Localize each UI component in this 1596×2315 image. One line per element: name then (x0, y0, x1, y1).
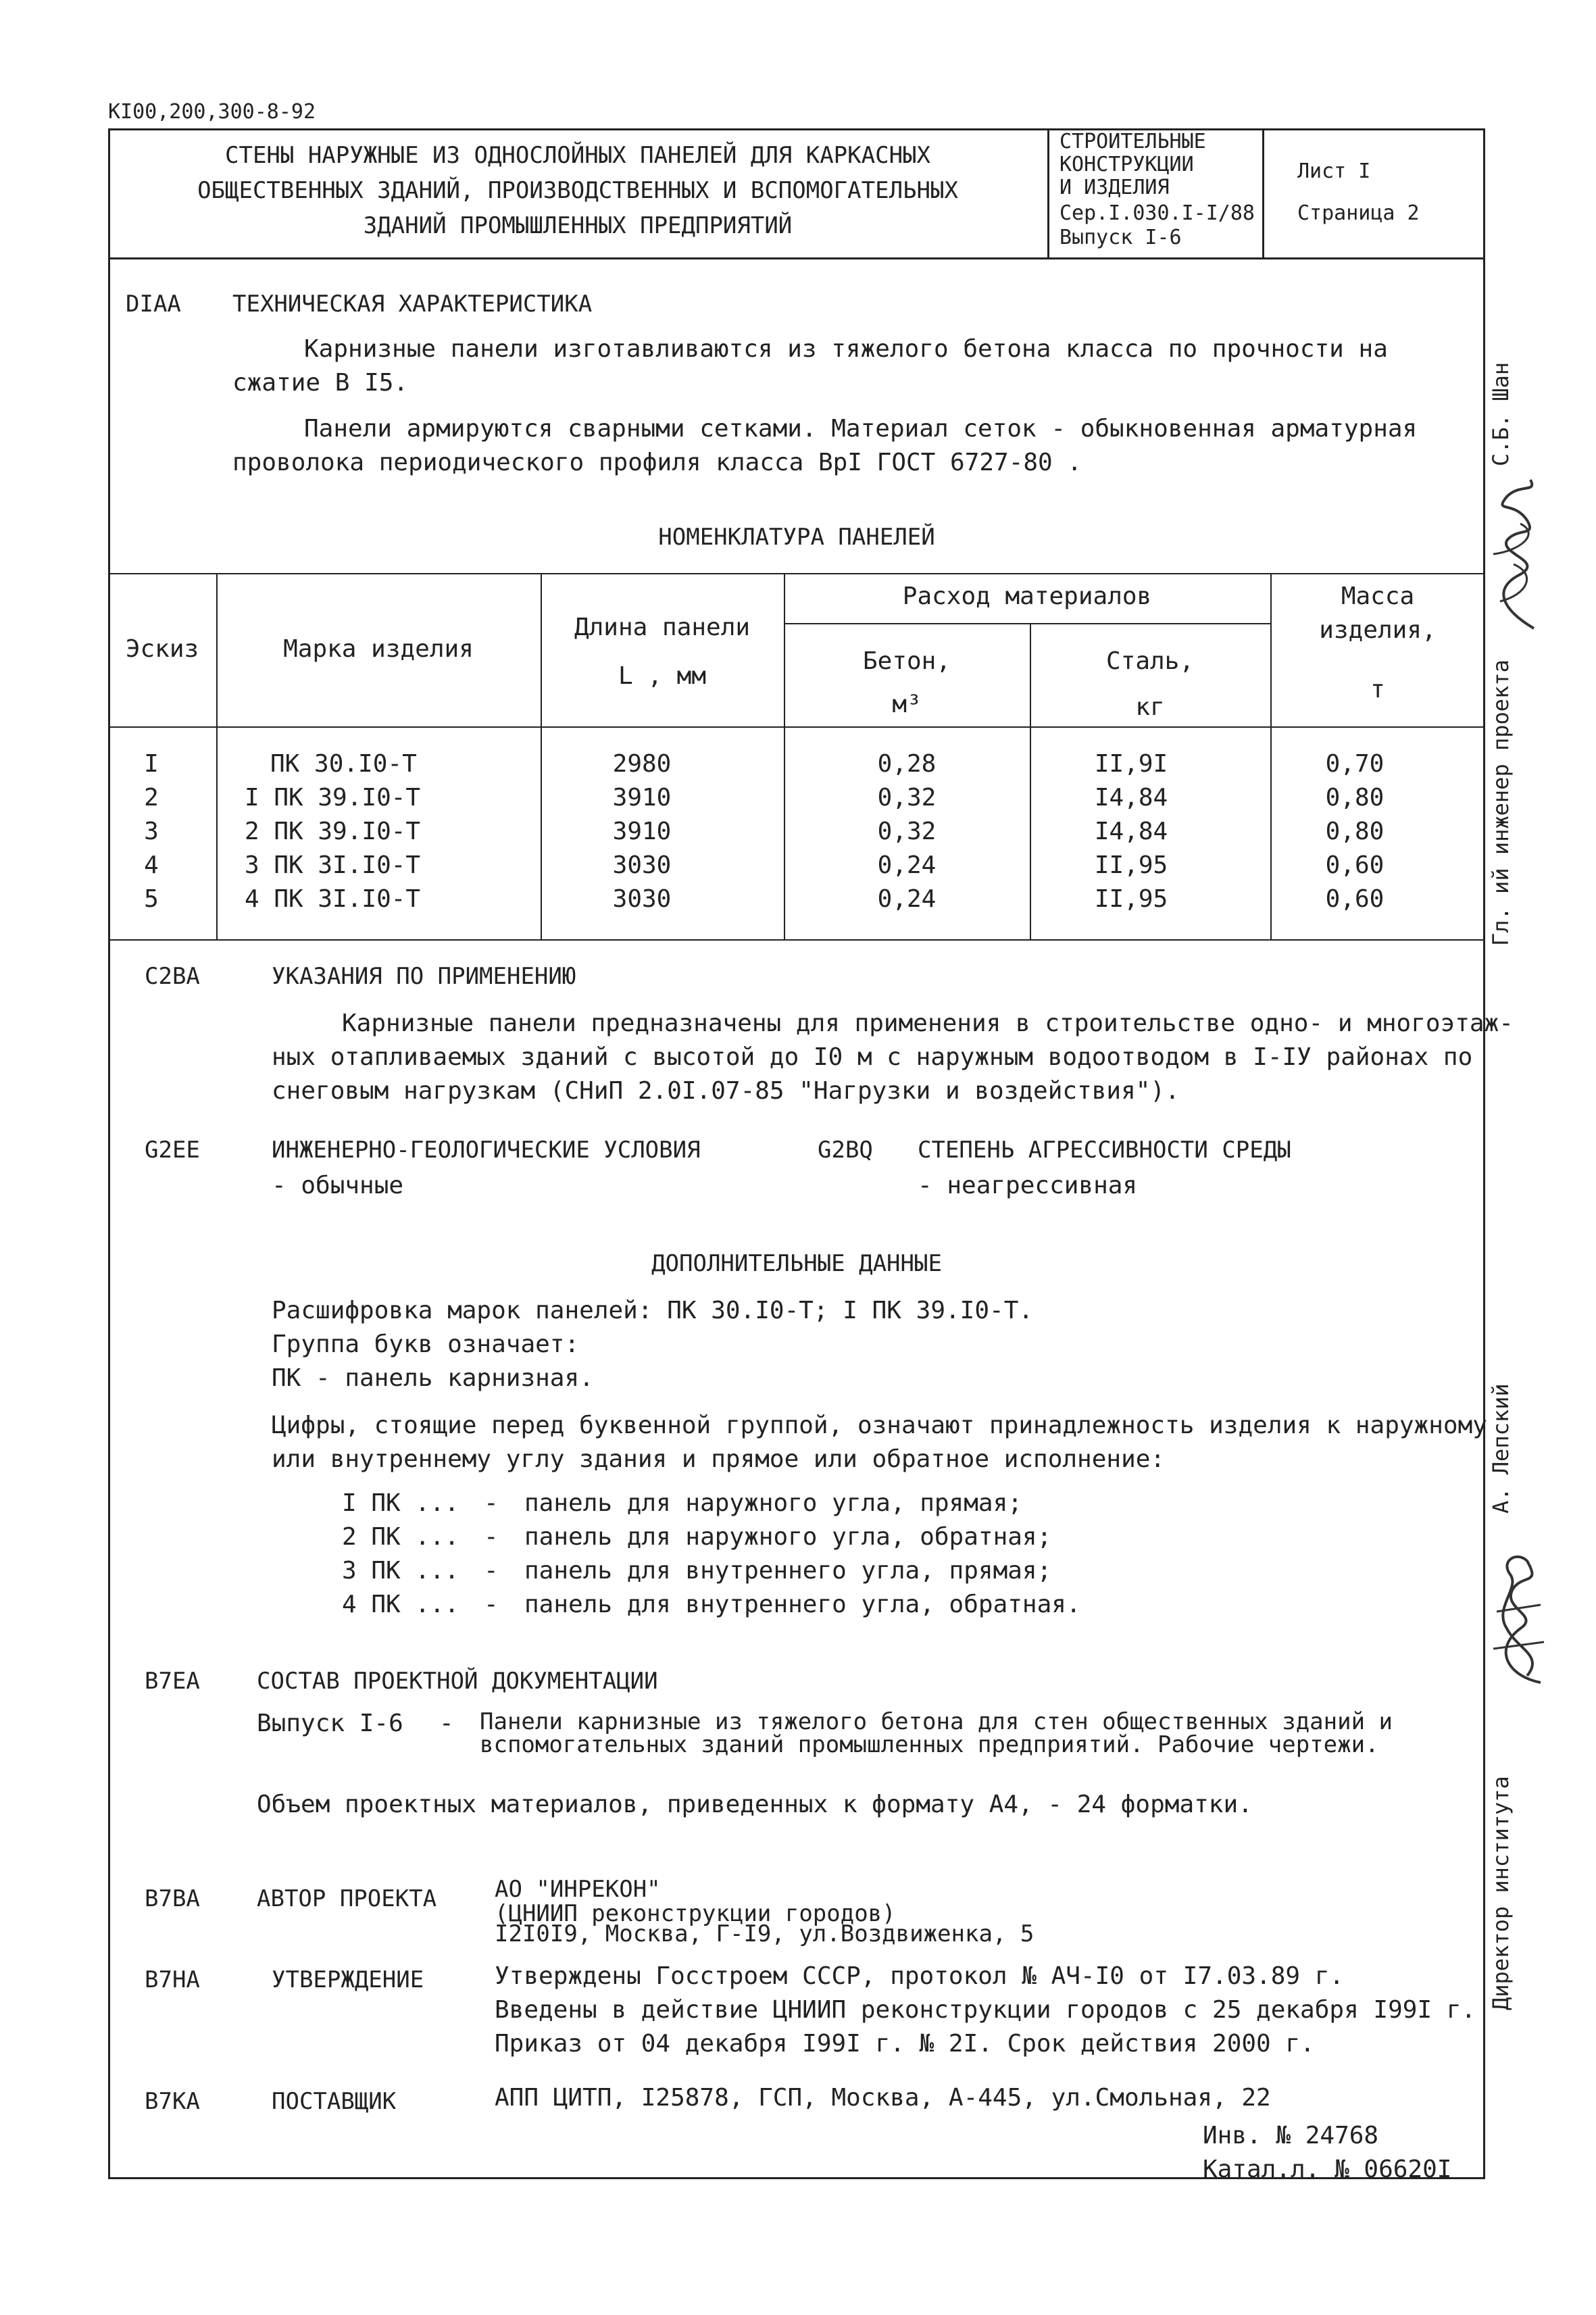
inventory-number: Инв. № 24768 (1203, 2122, 1379, 2149)
tech-code: DIAA (126, 291, 181, 318)
cell-sketch: 5 (144, 885, 159, 913)
aggressiveness-code: G2BQ (818, 1137, 873, 1164)
cell-mass: 0,60 (1325, 851, 1385, 879)
cell-sketch: 3 (144, 818, 159, 845)
sheet-label: Лист I (1297, 159, 1371, 183)
cell-concrete: 0,28 (877, 750, 937, 778)
approval-code: B7HA (145, 1966, 200, 1993)
header-title-line-3: ЗДАНИЙ ПРОМЫШЛЕННЫХ ПРЕДПРИЯТИЙ (363, 212, 793, 239)
cell-mass: 0,70 (1325, 750, 1385, 778)
signature-chief-engineer (1480, 473, 1554, 635)
header-title-line-1: СТЕНЫ НАРУЖНЫЕ ИЗ ОДНОСЛОЙНЫХ ПАНЕЛЕЙ ДЛЯ КАРКАСНЫХ (225, 142, 930, 169)
application-line3: снеговым нагрузкам (СНиП 2.0I.07-85 "Нагрузки и воздействия"). (272, 1077, 1180, 1105)
approval-line1: Утверждены Госстроем СССР, протокол № АЧ-I0 от I7.03.89 г. (495, 1962, 1345, 1990)
pk-definition: ПК - панель карнизная. (272, 1364, 594, 1392)
approval-label: УТВЕРЖДЕНИЕ (272, 1966, 424, 1993)
header-mark: Марка изделия (283, 635, 474, 663)
author-line3: I2I0I9, Москва, Г-I9, ул.Воздвиженка, 5 (495, 1920, 1034, 1947)
tech-p2-line1: Панели армируются сварными сетками. Материал сеток - обыкновенная арматурная (304, 415, 1418, 443)
doc-code: КI00,200,300-8-92 (108, 100, 316, 124)
margin-chief-name: С.Б. Шан (1488, 362, 1514, 466)
author-code: B7BA (145, 1885, 200, 1912)
additional-title: ДОПОЛНИТЕЛЬНЫЕ ДАННЫЕ (651, 1250, 942, 1277)
header-length-1: Длина панели (574, 614, 751, 641)
author-line1: АО "ИНРЕКОН" (495, 1876, 661, 1903)
approval-line3: Приказ от 04 декабря I99I г. № 2I. Срок действия 2000 г. (495, 2030, 1315, 2058)
header-concrete-2: м³ (892, 691, 922, 718)
list-item-dash: - (484, 1557, 499, 1585)
cell-steel: II,95 (1094, 885, 1168, 913)
list-item-dash: - (484, 1591, 499, 1618)
header-length-2: L , мм (618, 662, 707, 690)
cell-length: 3030 (612, 851, 672, 879)
cell-mass: 0,80 (1325, 818, 1385, 845)
cell-concrete: 0,32 (877, 784, 937, 812)
header-consumption: Расход материалов (902, 582, 1152, 610)
cell-mark: 3 ПК 3I.I0-Т (245, 851, 421, 879)
aggressiveness-value: - неагрессивная (918, 1172, 1138, 1199)
series-line-2: КОНСТРУКЦИИ (1059, 153, 1194, 176)
cell-mass: 0,60 (1325, 885, 1385, 913)
digits-line2: или внутреннему углу здания и прямое или обратное исполнение: (272, 1445, 1166, 1473)
list-item-text: панель для внутреннего угла, прямая; (524, 1557, 1052, 1585)
volume-line: Объем проектных материалов, приведенных к формату А4, - 24 форматки. (257, 1791, 1253, 1818)
cell-steel: II,95 (1094, 851, 1168, 879)
series-line-5: Выпуск I-6 (1059, 226, 1182, 249)
cell-length: 3910 (612, 818, 672, 845)
approval-line2: Введены в действие ЦНИИП реконструкции городов с 25 декабря I99I г. (495, 1996, 1476, 2024)
list-item-mark: 4 ПК ... (342, 1591, 459, 1618)
geology-heading: ИНЖЕНЕРНО-ГЕОЛОГИЧЕСКИЕ УСЛОВИЯ (272, 1137, 701, 1164)
cell-mark: 2 ПК 39.I0-Т (245, 818, 421, 845)
margin-chief-engineer: Гл. ий инженер проекта (1488, 659, 1514, 946)
header-title-line-2: ОБЩЕСТВЕННЫХ ЗДАНИЙ, ПРОИЗВОДСТВЕННЫХ И ВСПОМОГАТЕЛЬНЫХ (197, 177, 958, 204)
geology-value: - обычные (272, 1172, 404, 1199)
cell-sketch: I (144, 750, 159, 778)
cell-steel: II,9I (1094, 750, 1168, 778)
signature-director (1480, 1547, 1554, 1696)
header-concrete-1: Бетон, (862, 647, 951, 675)
series-line-4: Сер.I.030.I-I/88 (1059, 201, 1255, 225)
tech-p1-line2: сжатие В I5. (232, 369, 409, 397)
cell-steel: I4,84 (1094, 784, 1168, 812)
author-label: АВТОР ПРОЕКТА (257, 1885, 437, 1912)
header-mass-2: изделия, (1319, 616, 1437, 644)
issue-line1: Панели карнизные из тяжелого бетона для стен общественных зданий и (480, 1708, 1393, 1735)
list-item-mark: 2 ПК ... (342, 1523, 459, 1551)
decode-line: Расшифровка марок панелей: ПК 30.I0-Т; I ПК 39.I0-Т. (272, 1297, 1034, 1324)
geology-code: G2EE (145, 1137, 200, 1164)
list-item-dash: - (484, 1523, 499, 1551)
cell-length: 2980 (612, 750, 672, 778)
supplier-code: B7KA (145, 2088, 200, 2115)
list-item-text: панель для наружного угла, прямая; (524, 1489, 1022, 1517)
issue-line2: вспомогательных зданий промышленных предприятий. Рабочие чертежи. (480, 1731, 1379, 1758)
author-line2: (ЦНИИП реконструкции городов) (495, 1900, 896, 1927)
list-item-mark: I ПК ... (342, 1489, 459, 1517)
issue-label: Выпуск I-6 (257, 1710, 403, 1737)
issue-dash: - (439, 1710, 454, 1737)
header-mass-3: т (1370, 676, 1385, 703)
cell-mark: ПК 30.I0-Т (270, 750, 417, 778)
docs-code: B7EA (145, 1668, 200, 1695)
cell-concrete: 0,32 (877, 818, 937, 845)
series-line-1: СТРОИТЕЛЬНЫЕ (1059, 130, 1206, 153)
list-item-text: панель для внутреннего угла, обратная. (524, 1591, 1081, 1618)
tech-p1-line1: Карнизные панели изготавливаются из тяжелого бетона класса по прочности на (304, 335, 1388, 363)
margin-director-name: А. Лепский (1488, 1383, 1514, 1514)
tech-heading: ТЕХНИЧЕСКАЯ ХАРАКТЕРИСТИКА (232, 291, 593, 318)
application-code: C2BA (145, 963, 200, 990)
cell-mass: 0,80 (1325, 784, 1385, 812)
cell-mark: I ПК 39.I0-Т (245, 784, 421, 812)
digits-line1: Цифры, стоящие перед буквенной группой, означают принадлежность изделия к наружному (272, 1412, 1487, 1439)
header-mass-1: Масса (1341, 582, 1415, 610)
cell-sketch: 2 (144, 784, 159, 812)
list-item-dash: - (484, 1489, 499, 1517)
cell-steel: I4,84 (1094, 818, 1168, 845)
cell-sketch: 4 (144, 851, 159, 879)
list-item-mark: 3 ПК ... (342, 1557, 459, 1585)
application-heading: УКАЗАНИЯ ПО ПРИМЕНЕНИЮ (272, 963, 576, 990)
header-steel-2: кг (1135, 693, 1165, 721)
docs-heading: СОСТАВ ПРОЕКТНОЙ ДОКУМЕНТАЦИИ (257, 1668, 658, 1695)
cell-concrete: 0,24 (877, 885, 937, 913)
list-item-text: панель для наружного угла, обратная; (524, 1523, 1052, 1551)
aggressiveness-heading: СТЕПЕНЬ АГРЕССИВНОСТИ СРЕДЫ (918, 1137, 1291, 1164)
supplier-label: ПОСТАВЩИК (272, 2088, 397, 2115)
application-line1: Карнизные панели предназначены для применения в строительстве одно- и многоэтаж- (342, 1010, 1514, 1037)
margin-director: Директор института (1488, 1776, 1514, 2010)
group-line: Группа букв означает: (272, 1330, 580, 1358)
header-sketch: Эскиз (125, 635, 199, 663)
application-line2: ных отапливаемых зданий с высотой до I0 м с наружным водоотводом в I-IУ районах по (272, 1043, 1473, 1071)
series-line-3: И ИЗДЕЛИЯ (1059, 176, 1170, 199)
cell-length: 3030 (612, 885, 672, 913)
cell-length: 3910 (612, 784, 672, 812)
cell-mark: 4 ПК 3I.I0-Т (245, 885, 421, 913)
nomenclature-title: НОМЕНКЛАТУРА ПАНЕЛЕЙ (658, 524, 935, 551)
cell-concrete: 0,24 (877, 851, 937, 879)
tech-p2-line2: проволока периодического профиля класса ВрI ГОСТ 6727-80 . (232, 449, 1082, 476)
supplier-text: АПП ЦИТП, I25878, ГСП, Москва, А-445, ул.Смольная, 22 (495, 2084, 1271, 2112)
page-label: Страница 2 (1297, 201, 1420, 225)
header-steel-1: Сталь, (1105, 647, 1195, 675)
catalog-number: Катал.л. № 06620I (1203, 2156, 1452, 2183)
